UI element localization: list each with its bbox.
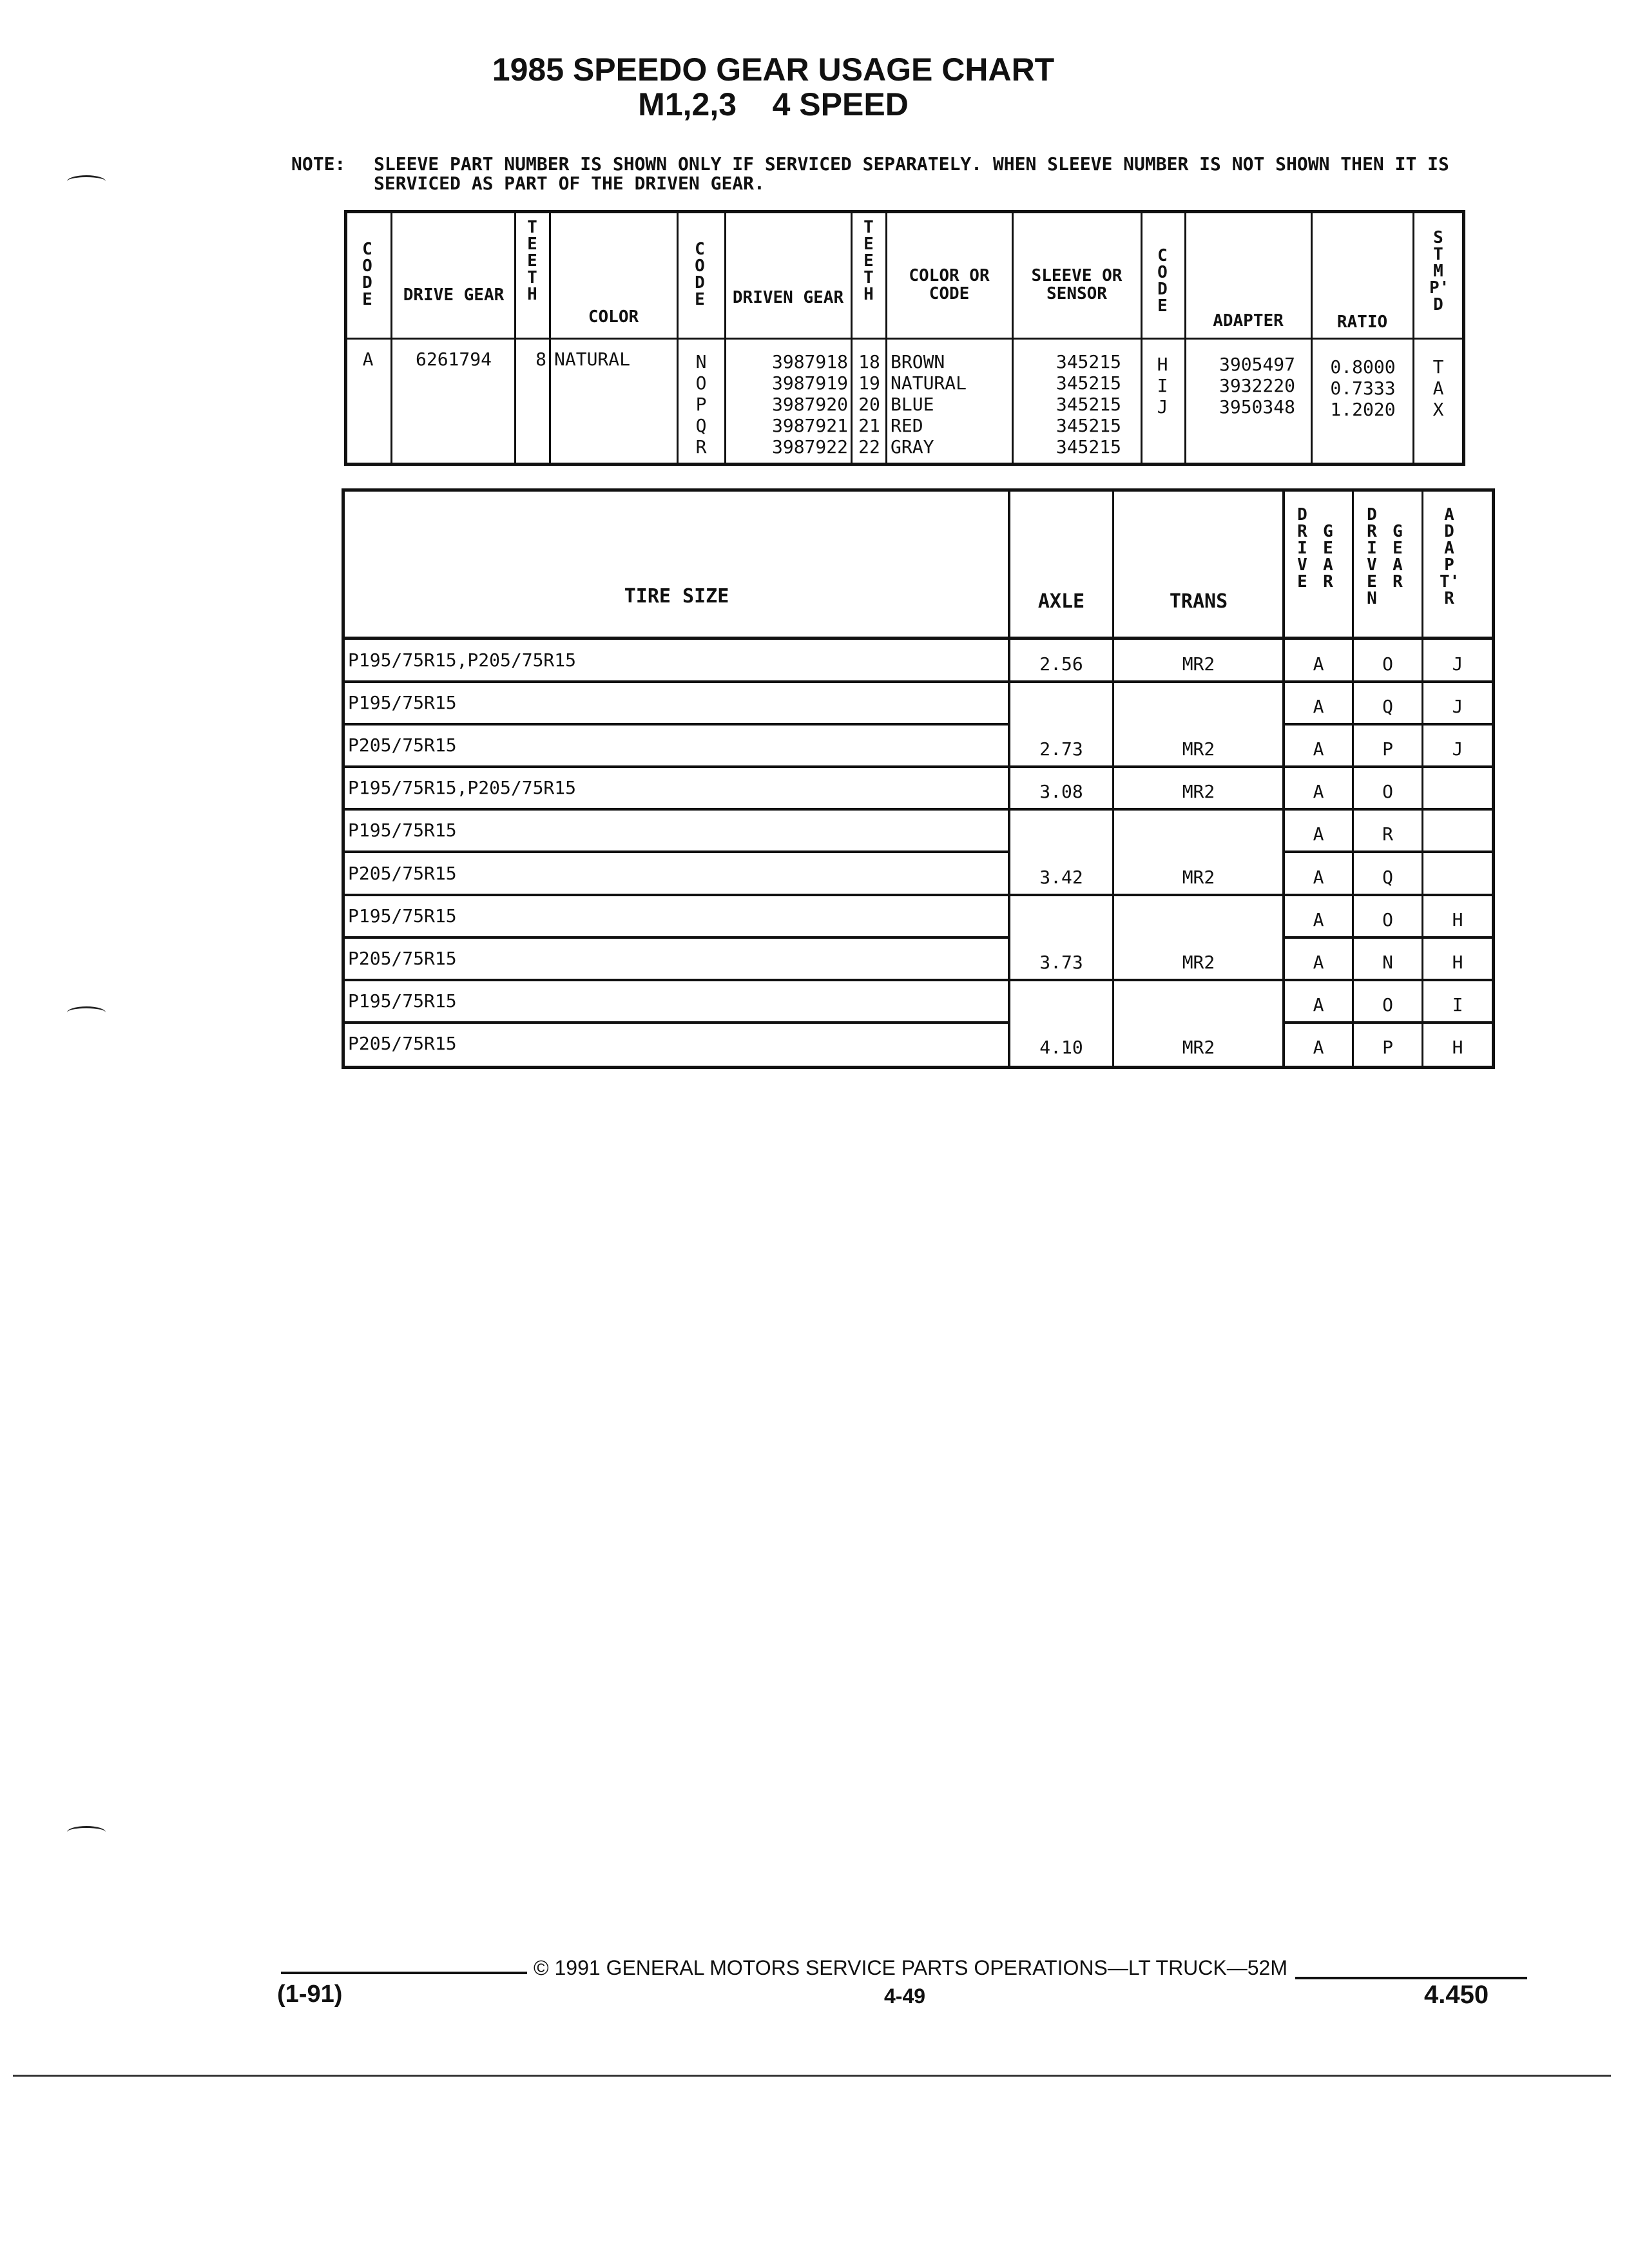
note-text: SLEEVE PART NUMBER IS SHOWN ONLY IF SERVICED SEPARATELY. WHEN SLEEVE NUMBER IS NOT SHOWN THEN IT IS SERVICED AS PART OF THE DRIVEN GEAR. [374, 153, 1449, 194]
header-drive-gear-vertical: D R I V E G E A R [1297, 505, 1333, 591]
axle-ratio: 3.42 [1039, 867, 1083, 888]
header-tire-size: TIRE SIZE [624, 585, 729, 608]
drive-gear-code: A [1313, 952, 1324, 973]
driven-gear-code: Q [1382, 696, 1393, 717]
transmission: MR2 [1182, 653, 1215, 675]
adapter-number: 3905497 [1219, 354, 1295, 375]
driven-gear: 3987920 [771, 394, 848, 415]
driven-gear: 3987921 [771, 415, 848, 436]
footer-date: (1-91) [277, 1981, 343, 2008]
stmpd: A [1432, 378, 1444, 399]
sleeve-number: 345215 [1055, 415, 1121, 436]
binder-mark [67, 1826, 106, 1838]
footer-copyright: © 1991 GENERAL MOTORS SERVICE PARTS OPERATIONS—LT TRUCK—52M [534, 1956, 1287, 1979]
driven-code: O [695, 372, 707, 394]
header-driven-code: C O D E [695, 240, 705, 309]
driven-tooth-count: 21 [858, 415, 880, 436]
adapter-code: H [1157, 354, 1168, 375]
adapter-code: I [1157, 375, 1168, 396]
usage-table [0, 0, 1629, 1095]
row-code: A [362, 349, 374, 370]
drive-gear-code: A [1313, 781, 1324, 802]
adapter-code: H [1452, 952, 1463, 973]
header-trans: TRANS [1169, 590, 1228, 613]
drive-gear-code: A [1313, 994, 1324, 1015]
header-teeth: T E E T H [527, 218, 537, 304]
sleeve-number: 345215 [1055, 372, 1121, 394]
adapter-code: J [1452, 653, 1463, 675]
binder-mark [67, 1006, 106, 1019]
adapter-code: J [1452, 738, 1463, 760]
row-drive-gear: 6261794 [415, 349, 492, 370]
driven-code: R [695, 436, 707, 457]
driven-color: BROWN [891, 351, 945, 372]
adapter-code: H [1452, 909, 1463, 930]
row-color: NATURAL [554, 349, 631, 370]
driven-color: NATURAL [891, 372, 967, 394]
transmission: MR2 [1182, 952, 1215, 973]
driven-gear-code: Q [1382, 867, 1393, 888]
driven-gear: 3987918 [771, 351, 848, 372]
transmission: MR2 [1182, 867, 1215, 888]
adapter-number: 3932220 [1219, 375, 1295, 396]
header-color-or-code: COLOR OR CODE [909, 266, 990, 303]
header-adapter-vertical: A D A P T' R [1440, 505, 1460, 608]
axle-ratio: 2.73 [1039, 738, 1083, 760]
tire-size: P205/75R15 [348, 863, 457, 884]
header-driven-gear-vertical: D R I V E N G E A R [1367, 505, 1403, 608]
header-color: COLOR [588, 307, 639, 327]
driven-gear-code: N [1382, 952, 1393, 973]
tire-size: P195/75R15 [348, 692, 457, 713]
page-subtitle: M1,2,3 4 SPEED [638, 86, 909, 122]
driven-gear-code: P [1382, 738, 1393, 760]
tire-size: P195/75R15 [348, 990, 457, 1012]
transmission: MR2 [1182, 1037, 1215, 1058]
ratio: 1.2020 [1330, 399, 1396, 420]
driven-color: GRAY [891, 436, 934, 457]
driven-gear-code: P [1382, 1037, 1393, 1058]
driven-gear-code: O [1382, 909, 1393, 930]
binder-mark [67, 175, 106, 187]
axle-ratio: 4.10 [1039, 1037, 1083, 1058]
adapter-code: J [1452, 696, 1463, 717]
header-adapter-code: C O D E [1157, 246, 1168, 316]
adapter-code: J [1157, 396, 1168, 418]
axle-ratio: 3.73 [1039, 952, 1083, 973]
driven-gear: 3987922 [771, 436, 848, 457]
drive-gear-code: A [1313, 696, 1324, 717]
adapter-number: 3950348 [1219, 396, 1295, 418]
drive-gear-code: A [1313, 909, 1324, 930]
transmission: MR2 [1182, 738, 1215, 760]
footer-section-number: 4.450 [1424, 1981, 1489, 2009]
drive-gear-code: A [1313, 1037, 1324, 1058]
transmission: MR2 [1182, 781, 1215, 802]
sleeve-number: 345215 [1055, 394, 1121, 415]
sleeve-number: 345215 [1055, 351, 1121, 372]
sleeve-number: 345215 [1055, 436, 1121, 457]
header-drive-gear: DRIVE GEAR [403, 285, 505, 305]
driven-gear-code: R [1382, 823, 1393, 845]
row-teeth: 8 [535, 349, 546, 370]
header-stmpd: S T M P' D [1429, 228, 1450, 314]
driven-tooth-count: 18 [858, 351, 880, 372]
page-title: 1985 SPEEDO GEAR USAGE CHART [492, 52, 1055, 88]
header-ratio: RATIO [1336, 312, 1388, 332]
drive-gear-code: A [1313, 653, 1324, 675]
driven-color: RED [891, 415, 923, 436]
header-driven-teeth: T E E T H [863, 218, 874, 304]
drive-gear-code: A [1313, 823, 1324, 845]
header-sleeve: SLEEVE OR SENSOR [1031, 266, 1123, 303]
driven-code: N [695, 351, 707, 372]
drive-gear-code: A [1313, 867, 1324, 888]
header-driven-gear: DRIVEN GEAR [732, 288, 844, 307]
tire-size: P195/75R15,P205/75R15 [348, 649, 577, 671]
ratio: 0.7333 [1330, 378, 1396, 399]
axle-ratio: 3.08 [1039, 781, 1083, 802]
driven-tooth-count: 19 [858, 372, 880, 394]
header-code: C O D E [362, 240, 372, 309]
adapter-code: H [1452, 1037, 1463, 1058]
axle-ratio: 2.56 [1039, 653, 1083, 675]
stmpd: X [1432, 399, 1444, 420]
ratio: 0.8000 [1330, 356, 1396, 378]
driven-gear: 3987919 [771, 372, 848, 394]
driven-gear-code: O [1382, 994, 1393, 1015]
driven-code: Q [695, 415, 707, 436]
tire-size: P205/75R15 [348, 735, 457, 756]
driven-tooth-count: 20 [858, 394, 880, 415]
adapter-code: I [1452, 994, 1463, 1015]
footer-page-number: 4-49 [884, 1984, 926, 2008]
tire-size: P195/75R15,P205/75R15 [348, 777, 577, 798]
note-label: NOTE: [291, 153, 346, 175]
tire-size: P195/75R15 [348, 905, 457, 927]
header-axle: AXLE [1037, 590, 1085, 613]
driven-gear-code: O [1382, 653, 1393, 675]
tire-size: P205/75R15 [348, 1033, 457, 1054]
driven-tooth-count: 22 [858, 436, 880, 457]
driven-code: P [695, 394, 707, 415]
driven-gear-code: O [1382, 781, 1393, 802]
stmpd: T [1432, 356, 1444, 378]
driven-color: BLUE [891, 394, 934, 415]
tire-size: P205/75R15 [348, 948, 457, 969]
tire-size: P195/75R15 [348, 820, 457, 841]
header-adapter: ADAPTER [1213, 311, 1284, 331]
drive-gear-code: A [1313, 738, 1324, 760]
